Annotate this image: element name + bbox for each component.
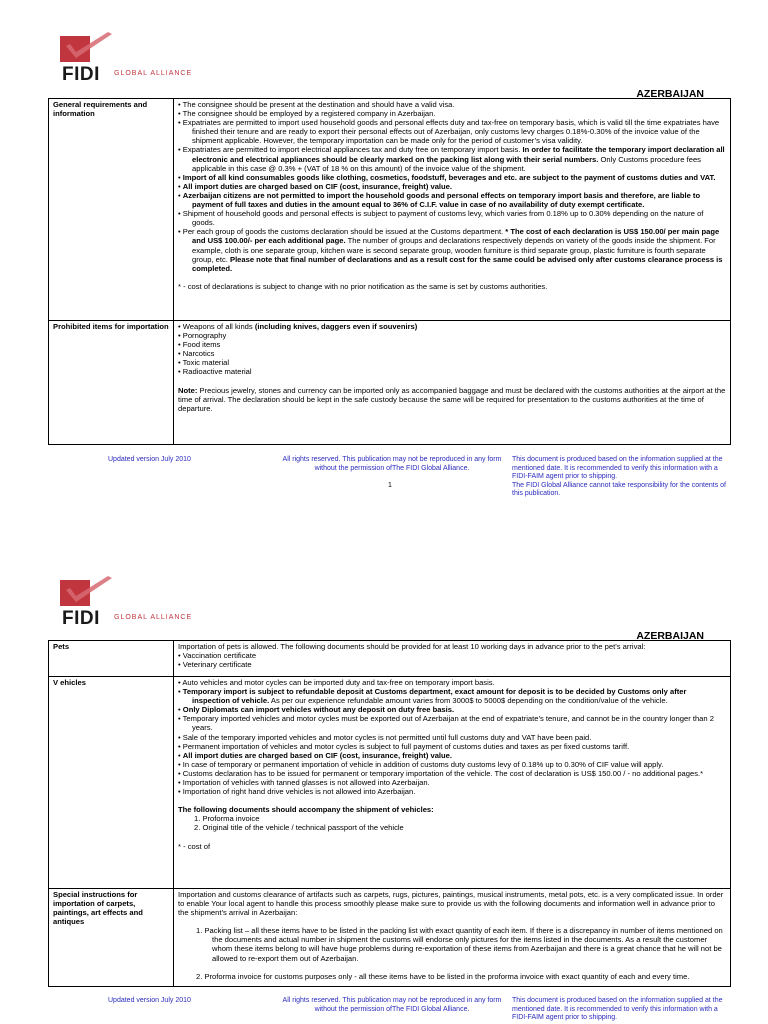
list-item: • Vaccination certificate [178, 651, 257, 661]
row-content: • The consignee should be present at the destination and should have a valid visa. • The consignee should be employed by a registered company in Azerbaijan. • Expatriates are permitted to import used household goods and personal effects duty and tax-free on temporary basis, which is valid till the time expatriates have finished their tenure and are ready to export their personal effects out of Azerbaijan, only customs levy charges 0.18%-0.30% of the invoice value of the shipment applicable. However, the temporary importation can be made only for the period of customer’s visa validity. • Expatriates are permitted to import electrical appliances tax and duty free on temporary import basis. In order to facilitate the temporary import declaration all electronic and electrical appliances should be clearly marked on the packing list along with their serial numbers. Only Customs procedure fees applicable in this case @ 0.3% + (VAT of 18 % on this amount) of the invoice value of the shipment. • Import of all kind consumables goods like clothing, cosmetics, foodstuff, beverages and etc. are subject to the payment of customs duties and VAT. • All import duties are charged based on CIF (cost, insurance, freight) value. • Azerbaijan citizens are not permitted to import the household goods and personal effects on temporary import basis and therefore, are liable to payment of full taxes and duties in the amount equal to 36% of C.I.F. value in case of no availability of duty exempt certificate. • Shipment of household goods and personal effects is subject to payment of customs levy, which varies from 0.18% up to 0.30% depending on the nature of goods. • Per each group of goods the customs declaration should be issued at the Customs department. * The cost of each declaration is US$ 150.00/ per main page and US$ 100.00/- per each additional page. The number of groups and declarations respectively depends on variety of the goods inside the shipment. For example, cloth is one separate group, kitchen ware is second separate group, wooden furniture is third separate group, plastic furniture is fourth separate group, etc. Please note that final number of declarations and as a result cost for the same could be advised only after customs clearance process is completed. * - cost of declarations is subject to change with no prior notification as the same is set by customs authorities. [174, 99, 731, 321]
prohibited-note: Note: Precious jewelry, stones and currency can be imported only as accompanied baggage and must be declared with the customs authorities at the airport at the time of arrival. The declaration should be kept in the safe custody because the same will be required for presentation to the customs authorities at the time of departure. [178, 385, 726, 413]
page-number: 1 [388, 482, 392, 489]
rights-notice: All rights reserved. This publication may not be reproduced in any form without the permission ofThe FIDI Global Alliance. [282, 997, 502, 1013]
requirements-table [48, 98, 731, 445]
row-content: • Weapons of all kinds (including knives, daggers even if souvenirs) • Pornography • Food items • Narcotics • Toxic material • Radioactive material Note: Precious jewelry, stones and currency can be imported only as accompanied baggage and must be declared with the customs authorities at the airport at the time of arrival. The declaration should be kept in the safe custody because the same will be required for presentation to the customs authorities at the time of departure. [174, 321, 731, 445]
row-heading: Pets [49, 641, 174, 677]
table-row [49, 99, 731, 321]
requirements-table [48, 640, 731, 987]
rights-notice: All rights reserved. This publication may not be reproduced in any form without the permission ofThe FIDI Global Alliance. [282, 456, 502, 472]
fidi-logo [58, 572, 193, 629]
table-row [49, 321, 731, 445]
list-item: • Food items [178, 340, 221, 350]
disclaimer: This document is produced based on the information supplied at the mentioned date. It is recommended to verify this information with a FIDI-FAIM agent prior to shipping. The FIDI Global Alliance cannot take responsibility for the contents of this publication. [512, 456, 727, 497]
row-content: • Auto vehicles and motor cycles can be imported duty and tax-free on temporary import basis. • Temporary import is subject to refundable deposit at Customs department, exact amount for deposit is to be decided by Customs only after inspection of vehicle. As per our experience refundable amount varies from 3000$ to 5000$ depending on the condition/value of the vehicle. • Only Diplomats can import vehicles without any deposit on duty free basis. • Temporary imported vehicles and motor cycles must be exported out of Azerbaijan at the end of expatriate’s tenure, and cannot be in the country longer than 2 years. • Sale of the temporary imported vehicles and motor cycles is not permitted until full customs duty and VAT have been paid. • Permanent importation of vehicles and motor cycles is subject to full payment of customs duties and taxes as per fixed customs tariff. • All import duties are charged based on CIF (cost, insurance, freight) value. • In case of temporary or permanent importation of vehicle in addition of customs duty customs levy of 0.18% up to 0.30% of CIF value will apply. • Customs declaration has to be issued for permanent or temporary importation of the vehicle. The cost of declaration is US$ 150.00 / - no additional pages.* • Importation of vehicles with tanned glasses is not allowed into Azerbaijan. • Importation of right hand drive vehicles is not allowed into Azerbaijan. The following documents should accompany the shipment of vehicles: 1. Proforma invoice 2. Original title of the vehicle / technical passport of the vehicle * - cost of [174, 677, 731, 889]
country-title: AZERBAIJAN [636, 88, 704, 100]
list-item: 2. Original title of the vehicle / technical passport of the vehicle [194, 823, 404, 833]
row-content: Importation and customs clearance of artifacts such as carpets, rugs, pictures, paintings, musical instruments, metal pots, etc. is a very complicated issue. In order to enable Your local agent to handle this process smoothly please make sure to provide us with the following documents and information well in advance prior to the shipment’s arrival in Azerbaijan: 1. Packing list – all these items have to be listed in the packing list with exact quantity of each item. If there is a discrepancy in number of items mentioned on the documents and actual number in shipment the customs will endorse only pictures for the items listed in the documents. As a result the customer whom these items belong to will have huge problems during re-exportation of these items from Azerbaijan and there is a great chance that he will not be allowed to re-export them out of Azerbaijan. 2. Proforma invoice for customs purposes only - all these items have to be listed in the proforma invoice with exact quantity of each and every time. [174, 889, 731, 987]
logo-wordmark: FIDI [62, 64, 100, 85]
list-item: • Veterinary certificate [178, 660, 252, 670]
list-item: • Toxic material [178, 358, 230, 368]
updated-version: Updated version July 2010 [108, 997, 191, 1004]
table-row [49, 677, 731, 889]
table-row [49, 641, 731, 677]
list-item: 2. Proforma invoice for customs purposes only - all these items have to be listed in the proforma invoice with exact quantity of each and every time. [196, 971, 690, 981]
updated-version: Updated version July 2010 [108, 456, 191, 463]
list-item: 1. Proforma invoice [194, 814, 260, 824]
list-item: • Narcotics [178, 349, 215, 359]
row-heading: General requirements and information [49, 99, 174, 321]
document-page-2 [0, 560, 768, 1024]
row-heading: Special instructions for importation of carpets, paintings, art effects and antiques [49, 889, 174, 987]
row-heading: Prohibited items for importation [49, 321, 174, 445]
list-item: • Radioactive material [178, 367, 252, 377]
logo-tagline: GLOBAL ALLIANCE [114, 614, 193, 621]
row-content: Importation of pets is allowed. The following documents should be provided for at least 10 working days in advance prior to the pet’s arrival: • Vaccination certificate • Veterinary certificate [174, 641, 731, 677]
list-item: • Pornography [178, 331, 227, 341]
disclaimer: This document is produced based on the information supplied at the mentioned date. It is recommended to verify this information with a FIDI-FAIM agent prior to shipping. [512, 997, 723, 1021]
fidi-logo [58, 28, 193, 85]
row-heading: V ehicles [49, 677, 174, 889]
general-footnote: * - cost of declarations is subject to change with no prior notification as the same is set by customs authorities. [178, 281, 548, 291]
logo-wordmark: FIDI [62, 608, 100, 629]
vehicles-footnote: * - cost of [178, 841, 211, 851]
list-item: 1. Packing list – all these items have to be listed in the packing list with exact quantity of each item. If there is a discrepancy in number of items mentioned on the documents and actual number in shipment the customs will endorse only pictures for the items listed in the documents. As a result the customer whom these items belong to will have huge problems during re-exportation of these items from Azerbaijan and there is a great chance that he will not be allowed to re-export them out of Azerbaijan. [196, 926, 723, 963]
documents-heading: The following documents should accompany the shipment of vehicles: [178, 805, 434, 815]
country-title: AZERBAIJAN [636, 630, 704, 642]
table-row [49, 889, 731, 987]
logo-tagline: GLOBAL ALLIANCE [114, 70, 193, 77]
